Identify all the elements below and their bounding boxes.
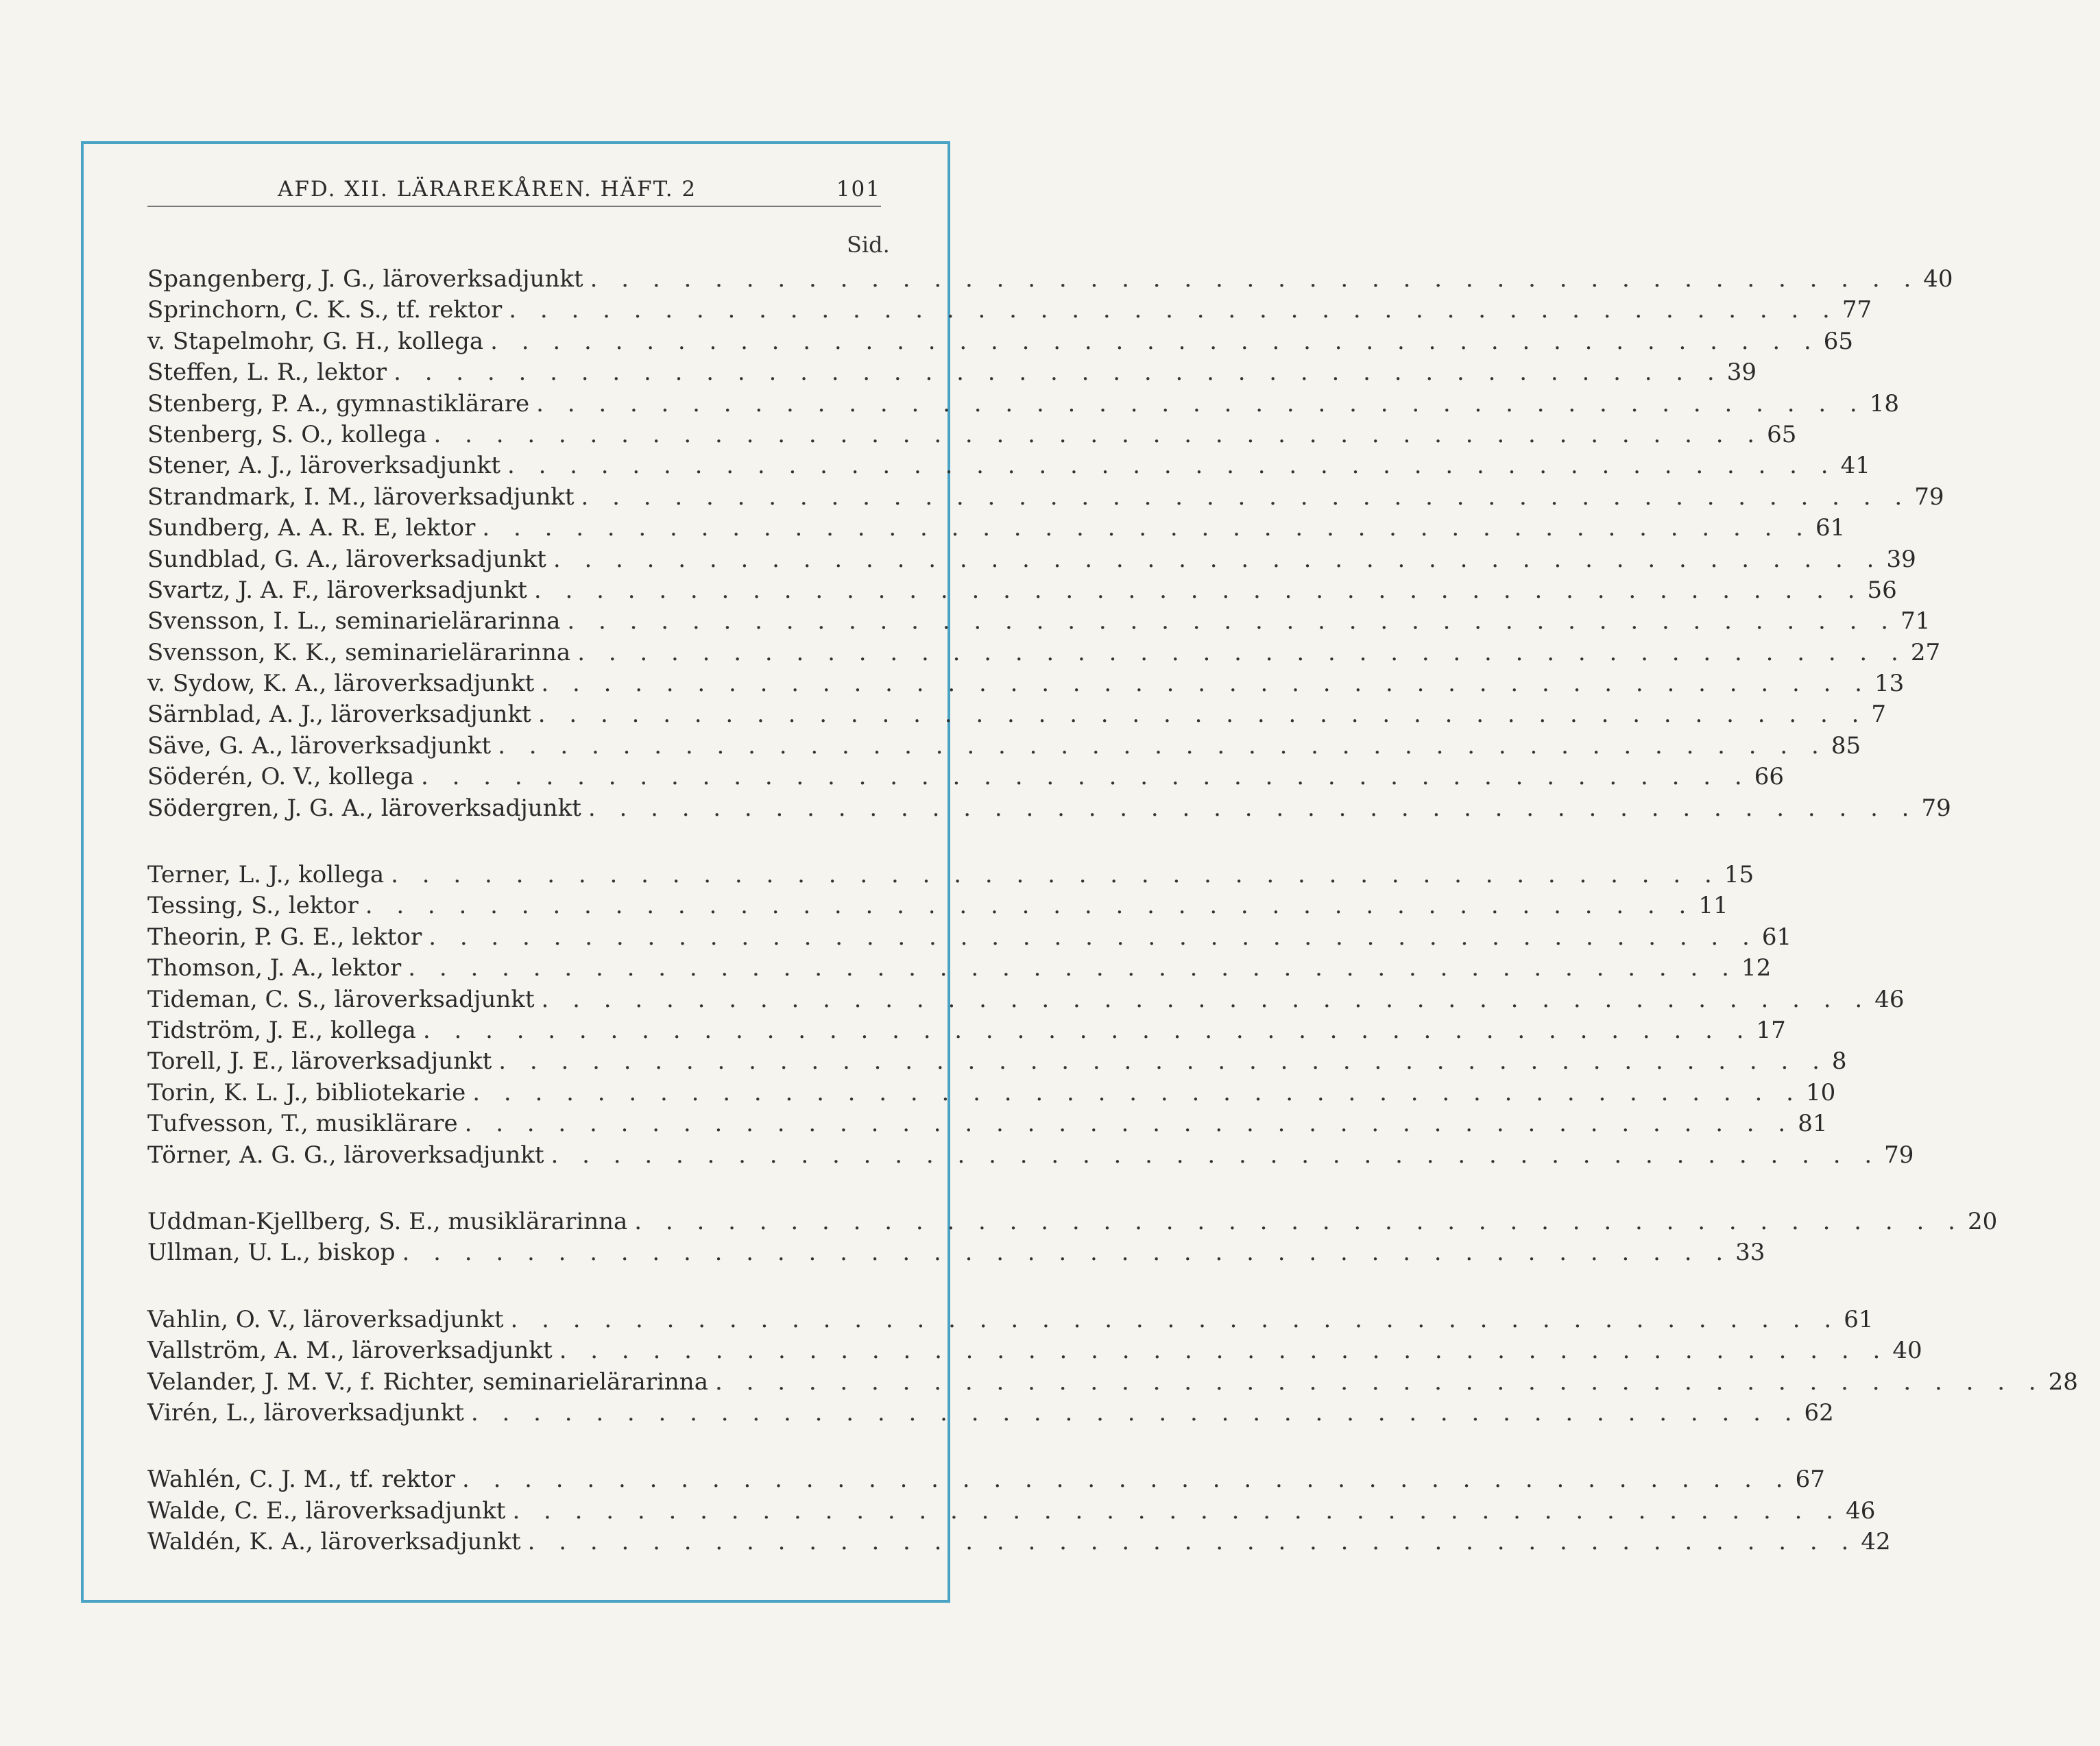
dot-leader: . . . . . . . . . . . . . . . . . . . . . . . . . . . . . . . . . . . . . . . . . . . xyxy=(541,670,1870,698)
entry-name: Tidström, J. E., kollega xyxy=(147,1016,416,1044)
index-entry xyxy=(147,638,1941,668)
entry-page: 15 xyxy=(1724,861,1754,889)
entry-page: 17 xyxy=(1756,1016,1786,1044)
index-entries xyxy=(147,264,2078,1593)
entry-page: 40 xyxy=(1923,265,1953,293)
entry-name: Stenberg, P. A., gymnastiklärare xyxy=(147,389,530,417)
index-entry xyxy=(147,890,1728,921)
index-entry xyxy=(147,699,1887,730)
entry-page: 61 xyxy=(1761,923,1792,951)
entry-name: Särnblad, A. J., läroverksadjunkt xyxy=(147,701,531,729)
entry-page: 62 xyxy=(1804,1398,1834,1427)
entry-page: 65 xyxy=(1767,420,1797,448)
dot-leader: . . . . . . . . . . . . . . . . . . . . . . . . . . . . . . . . . . . . . . . . . . . xyxy=(559,1337,1889,1365)
entry-name: Virén, L., läroverksadjunkt xyxy=(147,1398,464,1427)
entry-name: Svartz, J. A. F., läroverksadjunkt xyxy=(147,576,527,604)
index-group xyxy=(147,1305,2078,1429)
index-entry xyxy=(147,1464,1825,1495)
entry-page: 85 xyxy=(1831,731,1861,760)
index-entry xyxy=(147,513,1846,544)
header-title: AFD. XII. LÄRAREKÅREN. HÄFT. 2 xyxy=(278,177,697,202)
index-entry xyxy=(147,1305,1874,1335)
index-entry xyxy=(147,326,1854,357)
index-entry xyxy=(147,922,1792,953)
entry-name: Velander, J. M. V., f. Richter, seminarielärarinna xyxy=(147,1368,708,1396)
dot-leader: . . . . . . . . . . . . . . . . . . . . . . . . . . . . . . . . . . . . . . . . . . . xyxy=(509,296,1838,324)
index-entry xyxy=(147,1496,1876,1527)
entry-name: Sundblad, G. A., läroverksadjunkt xyxy=(147,545,546,573)
index-entry xyxy=(147,295,1872,326)
entry-name: Törner, A. G. G., läroverksadjunkt xyxy=(147,1141,544,1169)
entry-page: 8 xyxy=(1831,1047,1847,1076)
dot-leader: . . . . . . . . . . . . . . . . . . . . . . . . . . . . . . . . . . . . . . . . . . . xyxy=(402,1239,1732,1267)
dot-leader: . . . . . . . . . . . . . . . . . . . . . . . . . . . . . . . . . . . . . . . . . . . xyxy=(714,1368,2044,1396)
dot-leader: . . . . . . . . . . . . . . . . . . . . . . . . . . . . . . . . . . . . . . . . . . . xyxy=(507,452,1837,480)
entry-page: 39 xyxy=(1726,359,1757,387)
entry-page: 33 xyxy=(1735,1239,1765,1267)
entry-name: Walde, C. E., läroverksadjunkt xyxy=(147,1496,506,1525)
dot-leader: . . . . . . . . . . . . . . . . . . . . . . . . . . . . . . . . . . . . . . . . . . . xyxy=(498,731,1827,760)
dot-leader: . . . . . . . . . . . . . . . . . . . . . . . . . . . . . . . . . . . . . . . . . . . xyxy=(470,1398,1800,1427)
entry-name: Sundberg, A. A. R. E, lektor xyxy=(147,514,476,542)
entry-name: Terner, L. J., kollega xyxy=(147,861,385,889)
entry-page: 79 xyxy=(1914,483,1944,511)
entry-name: Stenberg, S. O., kollega xyxy=(147,420,427,448)
entry-name: Söderén, O. V., kollega xyxy=(147,763,415,791)
entry-name: v. Stapelmohr, G. H., kollega xyxy=(147,327,484,355)
header-page-number: 101 xyxy=(836,177,881,202)
index-entry xyxy=(147,1237,1765,1268)
entry-page: 20 xyxy=(1967,1207,1998,1235)
dot-leader: . . . . . . . . . . . . . . . . . . . . . . . . . . . . . . . . . . . . . . . . . . . xyxy=(577,638,1907,666)
dot-leader: . . . . . . . . . . . . . . . . . . . . . . . . . . . . . . . . . . . . . . . . . . . xyxy=(391,861,1720,889)
dot-leader: . . . . . . . . . . . . . . . . . . . . . . . . . . . . . . . . . . . . . . . . . . . xyxy=(365,892,1695,920)
dot-leader: . . . . . . . . . . . . . . . . . . . . . . . . . . . . . . . . . . . . . . . . . . . xyxy=(553,545,1883,573)
entry-page: 46 xyxy=(1846,1496,1876,1525)
entry-page: 27 xyxy=(1910,638,1941,666)
dot-leader: . . . . . . . . . . . . . . . . . . . . . . . . . . . . . . . . . . . . . . . . . . . xyxy=(533,576,1863,604)
dot-leader: . . . . . . . . . . . . . . . . . . . . . . . . . . . . . . . . . . . . . . . . . . . xyxy=(461,1466,1791,1494)
dot-leader: . . . . . . . . . . . . . . . . . . . . . . . . . . . . . . . . . . . . . . . . . . . xyxy=(581,483,1911,511)
index-entry xyxy=(147,544,1916,575)
index-group xyxy=(147,1464,1891,1557)
entry-name: Wahlén, C. J. M., tf. rektor xyxy=(147,1466,455,1494)
entry-page: 66 xyxy=(1754,763,1784,791)
dot-leader: . . . . . . . . . . . . . . . . . . . . . . . . . . . . . . . . . . . . . . . . . . . xyxy=(541,985,1871,1013)
entry-page: 61 xyxy=(1844,1305,1874,1333)
entry-page: 79 xyxy=(1884,1141,1914,1169)
index-entry xyxy=(147,575,1897,606)
index-entry xyxy=(147,793,1951,824)
dot-leader: . . . . . . . . . . . . . . . . . . . . . . . . . . . . . . . . . . . . . . . . . . . xyxy=(590,265,1920,293)
entry-page: 7 xyxy=(1871,701,1887,729)
dot-leader: . . . . . . . . . . . . . . . . . . . . . . . . . . . . . . . . . . . . . . . . . . . xyxy=(433,420,1763,448)
index-entry xyxy=(147,1335,1922,1366)
index-entry xyxy=(147,606,1931,637)
entry-page: 46 xyxy=(1874,985,1905,1013)
index-entry xyxy=(147,1207,1998,1237)
entry-page: 12 xyxy=(1741,954,1772,982)
dot-leader: . . . . . . . . . . . . . . . . . . . . . . . . . . . . . . . . . . . . . . . . . . . xyxy=(551,1141,1881,1169)
entry-name: Torell, J. E., läroverksadjunkt xyxy=(147,1047,492,1076)
entry-name: Tessing, S., lektor xyxy=(147,892,359,920)
index-entry xyxy=(147,668,1905,699)
dot-leader: . . . . . . . . . . . . . . . . . . . . . . . . . . . . . . . . . . . . . . . . . . . xyxy=(512,1496,1842,1525)
index-entry xyxy=(147,389,1900,420)
entry-page: 13 xyxy=(1874,670,1905,698)
dot-leader: . . . . . . . . . . . . . . . . . . . . . . . . . . . . . . . . . . . . . . . . . . . xyxy=(421,763,1750,791)
dot-leader: . . . . . . . . . . . . . . . . . . . . . . . . . . . . . . . . . . . . . . . . . . . xyxy=(472,1078,1802,1106)
index-group xyxy=(147,264,1953,824)
entry-name: Waldén, K. A., läroverksadjunkt xyxy=(147,1528,521,1556)
dot-leader: . . . . . . . . . . . . . . . . . . . . . . . . . . . . . . . . . . . . . . . . . . . xyxy=(490,327,1820,355)
entry-name: Steffen, L. R., lektor xyxy=(147,359,387,387)
dot-leader: . . . . . . . . . . . . . . . . . . . . . . . . . . . . . . . . . . . . . . . . . . . xyxy=(482,514,1811,542)
entry-name: Södergren, J. G. A., läroverksadjunkt xyxy=(147,794,581,822)
entry-page: 77 xyxy=(1842,296,1872,324)
dot-leader: . . . . . . . . . . . . . . . . . . . . . . . . . . . . . . . . . . . . . . . . . . . xyxy=(429,923,1758,951)
entry-name: Torin, K. L. J., bibliotekarie xyxy=(147,1078,466,1106)
entry-page: 56 xyxy=(1867,576,1897,604)
entry-page: 79 xyxy=(1921,794,1951,822)
index-entry xyxy=(147,1367,2078,1398)
dot-leader: . . . . . . . . . . . . . . . . . . . . . . . . . . . . . . . . . . . . . . . . . . . xyxy=(536,389,1866,417)
entry-page: 42 xyxy=(1861,1528,1891,1556)
index-entry xyxy=(147,953,1772,984)
entry-name: Vallström, A. M., läroverksadjunkt xyxy=(147,1337,553,1365)
dot-leader: . . . . . . . . . . . . . . . . . . . . . . . . . . . . . . . . . . . . . . . . . . . xyxy=(510,1305,1840,1333)
index-entry xyxy=(147,1527,1891,1557)
page-column-label: Sid. xyxy=(847,232,890,258)
entry-name: Theorin, P. G. E., lektor xyxy=(147,923,422,951)
header-rule xyxy=(147,206,881,207)
index-group xyxy=(147,860,1914,1171)
entry-name: Tufvesson, T., musiklärare xyxy=(147,1110,458,1138)
index-group xyxy=(147,1207,1998,1269)
entry-name: v. Sydow, K. A., läroverksadjunkt xyxy=(147,670,535,698)
index-entry xyxy=(147,1398,1834,1429)
index-entry xyxy=(147,357,1757,388)
entry-name: Säve, G. A., läroverksadjunkt xyxy=(147,731,492,760)
entry-page: 65 xyxy=(1823,327,1854,355)
entry-page: 18 xyxy=(1869,389,1900,417)
entry-name: Sprinchorn, C. K. S., tf. rektor xyxy=(147,296,503,324)
entry-name: Vahlin, O. V., läroverksadjunkt xyxy=(147,1305,504,1333)
entry-name: Spangenberg, J. G., läroverksadjunkt xyxy=(147,265,583,293)
entry-page: 61 xyxy=(1815,514,1846,542)
dot-leader: . . . . . . . . . . . . . . . . . . . . . . . . . . . . . . . . . . . . . . . . . . . xyxy=(394,359,1723,387)
index-entry xyxy=(147,264,1953,295)
entry-page: 41 xyxy=(1840,452,1870,480)
dot-leader: . . . . . . . . . . . . . . . . . . . . . . . . . . . . . . . . . . . . . . . . . . . xyxy=(588,794,1918,822)
entry-page: 39 xyxy=(1886,545,1916,573)
index-entry xyxy=(147,420,1797,450)
dot-leader: . . . . . . . . . . . . . . . . . . . . . . . . . . . . . . . . . . . . . . . . . . . xyxy=(567,607,1897,635)
dot-leader: . . . . . . . . . . . . . . . . . . . . . . . . . . . . . . . . . . . . . . . . . . . xyxy=(538,701,1868,729)
entry-page: 81 xyxy=(1798,1110,1828,1138)
dot-leader: . . . . . . . . . . . . . . . . . . . . . . . . . . . . . . . . . . . . . . . . . . . xyxy=(634,1207,1964,1235)
dot-leader: . . . . . . . . . . . . . . . . . . . . . . . . . . . . . . . . . . . . . . . . . . . xyxy=(408,954,1737,982)
entry-page: 11 xyxy=(1698,892,1728,920)
entry-page: 71 xyxy=(1900,607,1931,635)
dot-leader: . . . . . . . . . . . . . . . . . . . . . . . . . . . . . . . . . . . . . . . . . . . xyxy=(422,1016,1752,1044)
entry-name: Svensson, I. L., seminarielärarinna xyxy=(147,607,561,635)
entry-name: Tideman, C. S., läroverksadjunkt xyxy=(147,985,535,1013)
index-entry xyxy=(147,1046,1847,1077)
entry-page: 10 xyxy=(1805,1078,1836,1106)
index-entry xyxy=(147,860,1754,890)
dot-leader: . . . . . . . . . . . . . . . . . . . . . . . . . . . . . . . . . . . . . . . . . . . xyxy=(498,1047,1828,1076)
dot-leader: . . . . . . . . . . . . . . . . . . . . . . . . . . . . . . . . . . . . . . . . . . . xyxy=(464,1110,1794,1138)
index-entry xyxy=(147,482,1944,513)
index-entry xyxy=(147,731,1861,762)
entry-page: 40 xyxy=(1892,1337,1922,1365)
entry-name: Strandmark, I. M., läroverksadjunkt xyxy=(147,483,575,511)
index-entry xyxy=(147,450,1870,481)
index-entry xyxy=(147,1015,1786,1046)
entry-name: Uddman-Kjellberg, S. E., musiklärarinna xyxy=(147,1207,628,1235)
entry-name: Ullman, U. L., biskop xyxy=(147,1239,396,1267)
index-entry xyxy=(147,1078,1836,1108)
dot-leader: . . . . . . . . . . . . . . . . . . . . . . . . . . . . . . . . . . . . . . . . . . . xyxy=(527,1528,1857,1556)
entry-page: 28 xyxy=(2048,1368,2078,1396)
entry-name: Thomson, J. A., lektor xyxy=(147,954,402,982)
index-entry xyxy=(147,1108,1828,1139)
entry-name: Stener, A. J., läroverksadjunkt xyxy=(147,452,500,480)
index-entry xyxy=(147,1140,1914,1171)
index-entry xyxy=(147,984,1905,1015)
entry-page: 67 xyxy=(1795,1466,1825,1494)
entry-name: Svensson, K. K., seminarielärarinna xyxy=(147,638,571,666)
index-entry xyxy=(147,762,1784,792)
